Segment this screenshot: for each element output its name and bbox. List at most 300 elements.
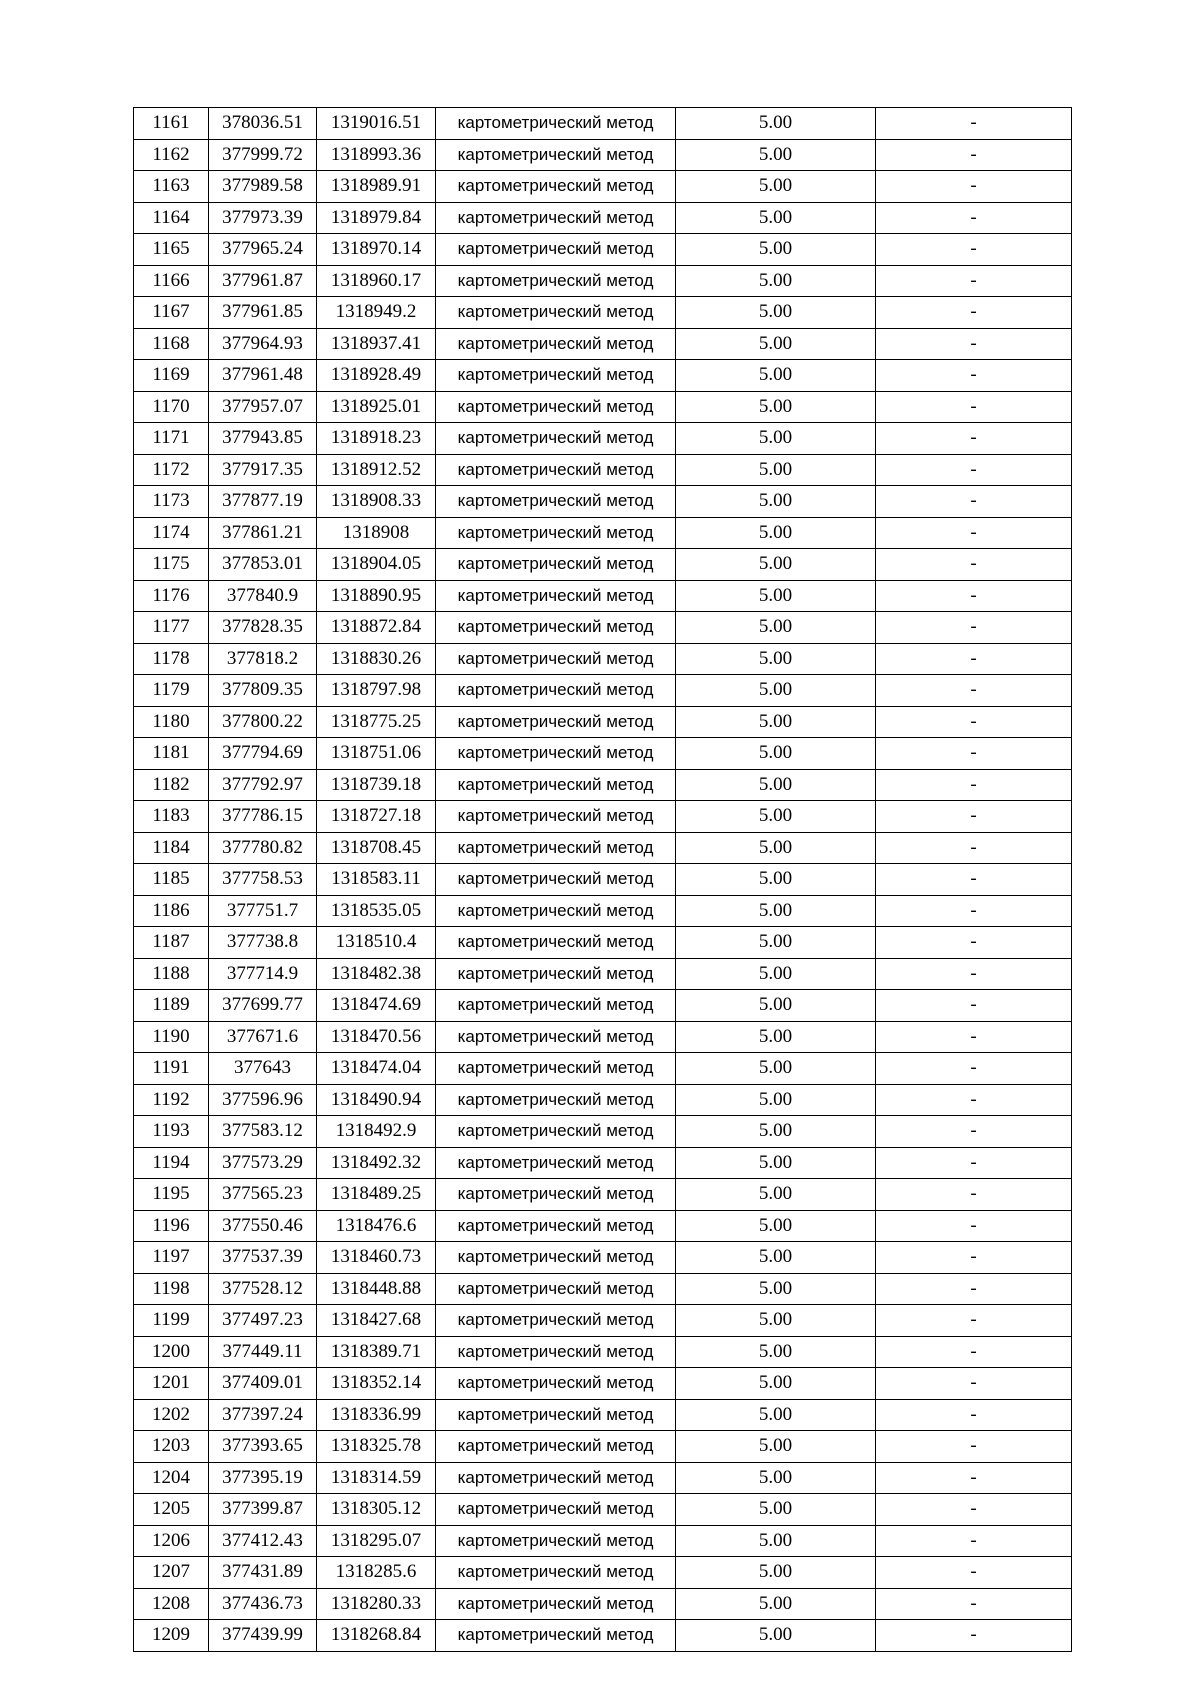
accuracy-cell: 5.00 — [676, 1399, 876, 1431]
accuracy-cell: 5.00 — [676, 1494, 876, 1526]
note-cell: - — [876, 643, 1072, 675]
note-cell: - — [876, 139, 1072, 171]
accuracy-cell: 5.00 — [676, 265, 876, 297]
y-coordinate-cell: 1318492.9 — [317, 1116, 436, 1148]
table-row — [134, 1147, 1072, 1179]
table-row — [134, 108, 1072, 140]
point-number-cell: 1165 — [134, 234, 209, 266]
y-coordinate-cell: 1318908 — [317, 517, 436, 549]
y-coordinate-cell: 1318285.6 — [317, 1557, 436, 1589]
note-cell: - — [876, 171, 1072, 203]
method-cell: картометрический метод — [436, 139, 676, 171]
method-cell: картометрический метод — [436, 612, 676, 644]
table-row — [134, 927, 1072, 959]
point-number-cell: 1187 — [134, 927, 209, 959]
accuracy-cell: 5.00 — [676, 643, 876, 675]
y-coordinate-cell: 1318739.18 — [317, 769, 436, 801]
note-cell: - — [876, 1305, 1072, 1337]
y-coordinate-cell: 1318775.25 — [317, 706, 436, 738]
table-row — [134, 612, 1072, 644]
accuracy-cell: 5.00 — [676, 1431, 876, 1463]
note-cell: - — [876, 202, 1072, 234]
table-row — [134, 171, 1072, 203]
x-coordinate-cell: 377780.82 — [209, 832, 317, 864]
accuracy-cell: 5.00 — [676, 1525, 876, 1557]
table-row — [134, 549, 1072, 581]
table-row — [134, 297, 1072, 329]
table-row — [134, 1399, 1072, 1431]
point-number-cell: 1189 — [134, 990, 209, 1022]
note-cell: - — [876, 265, 1072, 297]
point-number-cell: 1208 — [134, 1588, 209, 1620]
note-cell: - — [876, 895, 1072, 927]
x-coordinate-cell: 377964.93 — [209, 328, 317, 360]
x-coordinate-cell: 377818.2 — [209, 643, 317, 675]
method-cell: картометрический метод — [436, 1368, 676, 1400]
accuracy-cell: 5.00 — [676, 1557, 876, 1589]
y-coordinate-cell: 1318830.26 — [317, 643, 436, 675]
y-coordinate-cell: 1318949.2 — [317, 297, 436, 329]
point-number-cell: 1206 — [134, 1525, 209, 1557]
method-cell: картометрический метод — [436, 1242, 676, 1274]
y-coordinate-cell: 1318492.32 — [317, 1147, 436, 1179]
table-row — [134, 1021, 1072, 1053]
x-coordinate-cell: 377751.7 — [209, 895, 317, 927]
method-cell: картометрический метод — [436, 1305, 676, 1337]
method-cell: картометрический метод — [436, 423, 676, 455]
point-number-cell: 1192 — [134, 1084, 209, 1116]
table-row — [134, 1431, 1072, 1463]
note-cell: - — [876, 486, 1072, 518]
y-coordinate-cell: 1318305.12 — [317, 1494, 436, 1526]
accuracy-cell: 5.00 — [676, 990, 876, 1022]
x-coordinate-cell: 377840.9 — [209, 580, 317, 612]
table-row — [134, 265, 1072, 297]
x-coordinate-cell: 377786.15 — [209, 801, 317, 833]
y-coordinate-cell: 1318912.52 — [317, 454, 436, 486]
point-number-cell: 1163 — [134, 171, 209, 203]
table-row — [134, 454, 1072, 486]
note-cell: - — [876, 1462, 1072, 1494]
table-row — [134, 517, 1072, 549]
accuracy-cell: 5.00 — [676, 1179, 876, 1211]
accuracy-cell: 5.00 — [676, 1242, 876, 1274]
point-number-cell: 1175 — [134, 549, 209, 581]
note-cell: - — [876, 990, 1072, 1022]
accuracy-cell: 5.00 — [676, 895, 876, 927]
method-cell: картометрический метод — [436, 1525, 676, 1557]
method-cell: картометрический метод — [436, 927, 676, 959]
y-coordinate-cell: 1318325.78 — [317, 1431, 436, 1463]
x-coordinate-cell: 377395.19 — [209, 1462, 317, 1494]
y-coordinate-cell: 1318474.69 — [317, 990, 436, 1022]
table-row — [134, 1588, 1072, 1620]
y-coordinate-cell: 1318295.07 — [317, 1525, 436, 1557]
method-cell: картометрический метод — [436, 801, 676, 833]
method-cell: картометрический метод — [436, 549, 676, 581]
accuracy-cell: 5.00 — [676, 297, 876, 329]
note-cell: - — [876, 1021, 1072, 1053]
method-cell: картометрический метод — [436, 1494, 676, 1526]
accuracy-cell: 5.00 — [676, 360, 876, 392]
x-coordinate-cell: 377965.24 — [209, 234, 317, 266]
accuracy-cell: 5.00 — [676, 1273, 876, 1305]
point-number-cell: 1169 — [134, 360, 209, 392]
point-number-cell: 1164 — [134, 202, 209, 234]
note-cell: - — [876, 1242, 1072, 1274]
note-cell: - — [876, 958, 1072, 990]
point-number-cell: 1186 — [134, 895, 209, 927]
accuracy-cell: 5.00 — [676, 675, 876, 707]
table-row — [134, 423, 1072, 455]
accuracy-cell: 5.00 — [676, 1147, 876, 1179]
accuracy-cell: 5.00 — [676, 328, 876, 360]
accuracy-cell: 5.00 — [676, 1368, 876, 1400]
point-number-cell: 1178 — [134, 643, 209, 675]
point-number-cell: 1166 — [134, 265, 209, 297]
point-number-cell: 1182 — [134, 769, 209, 801]
point-number-cell: 1202 — [134, 1399, 209, 1431]
accuracy-cell: 5.00 — [676, 706, 876, 738]
table-row — [134, 360, 1072, 392]
x-coordinate-cell: 377877.19 — [209, 486, 317, 518]
y-coordinate-cell: 1318928.49 — [317, 360, 436, 392]
note-cell: - — [876, 1116, 1072, 1148]
point-number-cell: 1198 — [134, 1273, 209, 1305]
note-cell: - — [876, 1179, 1072, 1211]
point-number-cell: 1199 — [134, 1305, 209, 1337]
x-coordinate-cell: 377961.48 — [209, 360, 317, 392]
table-row — [134, 738, 1072, 770]
point-number-cell: 1200 — [134, 1336, 209, 1368]
y-coordinate-cell: 1318989.91 — [317, 171, 436, 203]
coordinates-table-body — [134, 108, 1072, 1652]
x-coordinate-cell: 377449.11 — [209, 1336, 317, 1368]
table-row — [134, 1525, 1072, 1557]
table-row — [134, 139, 1072, 171]
y-coordinate-cell: 1318797.98 — [317, 675, 436, 707]
x-coordinate-cell: 377800.22 — [209, 706, 317, 738]
method-cell: картометрический метод — [436, 360, 676, 392]
method-cell: картометрический метод — [436, 580, 676, 612]
x-coordinate-cell: 377528.12 — [209, 1273, 317, 1305]
point-number-cell: 1177 — [134, 612, 209, 644]
x-coordinate-cell: 377596.96 — [209, 1084, 317, 1116]
coordinates-table — [133, 107, 1072, 1652]
accuracy-cell: 5.00 — [676, 1462, 876, 1494]
x-coordinate-cell: 377671.6 — [209, 1021, 317, 1053]
note-cell: - — [876, 706, 1072, 738]
method-cell: картометрический метод — [436, 1399, 676, 1431]
table-row — [134, 1242, 1072, 1274]
method-cell: картометрический метод — [436, 990, 676, 1022]
method-cell: картометрический метод — [436, 895, 676, 927]
y-coordinate-cell: 1318872.84 — [317, 612, 436, 644]
x-coordinate-cell: 377714.9 — [209, 958, 317, 990]
y-coordinate-cell: 1318490.94 — [317, 1084, 436, 1116]
note-cell: - — [876, 1588, 1072, 1620]
accuracy-cell: 5.00 — [676, 1210, 876, 1242]
accuracy-cell: 5.00 — [676, 171, 876, 203]
x-coordinate-cell: 377973.39 — [209, 202, 317, 234]
x-coordinate-cell: 377409.01 — [209, 1368, 317, 1400]
method-cell: картометрический метод — [436, 1273, 676, 1305]
x-coordinate-cell: 377961.87 — [209, 265, 317, 297]
note-cell: - — [876, 1084, 1072, 1116]
table-row — [134, 234, 1072, 266]
x-coordinate-cell: 377583.12 — [209, 1116, 317, 1148]
x-coordinate-cell: 377397.24 — [209, 1399, 317, 1431]
note-cell: - — [876, 1525, 1072, 1557]
accuracy-cell: 5.00 — [676, 769, 876, 801]
accuracy-cell: 5.00 — [676, 1084, 876, 1116]
x-coordinate-cell: 377809.35 — [209, 675, 317, 707]
method-cell: картометрический метод — [436, 328, 676, 360]
x-coordinate-cell: 377794.69 — [209, 738, 317, 770]
method-cell: картометрический метод — [436, 1179, 676, 1211]
x-coordinate-cell: 377412.43 — [209, 1525, 317, 1557]
y-coordinate-cell: 1318937.41 — [317, 328, 436, 360]
y-coordinate-cell: 1318960.17 — [317, 265, 436, 297]
method-cell: картометрический метод — [436, 391, 676, 423]
method-cell: картометрический метод — [436, 1620, 676, 1652]
method-cell: картометрический метод — [436, 643, 676, 675]
point-number-cell: 1196 — [134, 1210, 209, 1242]
table-row — [134, 801, 1072, 833]
y-coordinate-cell: 1318908.33 — [317, 486, 436, 518]
note-cell: - — [876, 864, 1072, 896]
y-coordinate-cell: 1318448.88 — [317, 1273, 436, 1305]
point-number-cell: 1209 — [134, 1620, 209, 1652]
note-cell: - — [876, 297, 1072, 329]
table-row — [134, 675, 1072, 707]
y-coordinate-cell: 1318427.68 — [317, 1305, 436, 1337]
y-coordinate-cell: 1318336.99 — [317, 1399, 436, 1431]
accuracy-cell: 5.00 — [676, 549, 876, 581]
accuracy-cell: 5.00 — [676, 423, 876, 455]
method-cell: картометрический метод — [436, 1021, 676, 1053]
x-coordinate-cell: 377393.65 — [209, 1431, 317, 1463]
y-coordinate-cell: 1318482.38 — [317, 958, 436, 990]
point-number-cell: 1191 — [134, 1053, 209, 1085]
method-cell: картометрический метод — [436, 864, 676, 896]
table-row — [134, 1273, 1072, 1305]
method-cell: картометрический метод — [436, 108, 676, 140]
x-coordinate-cell: 378036.51 — [209, 108, 317, 140]
note-cell: - — [876, 1620, 1072, 1652]
x-coordinate-cell: 377917.35 — [209, 454, 317, 486]
accuracy-cell: 5.00 — [676, 958, 876, 990]
method-cell: картометрический метод — [436, 1557, 676, 1589]
y-coordinate-cell: 1318280.33 — [317, 1588, 436, 1620]
method-cell: картометрический метод — [436, 832, 676, 864]
y-coordinate-cell: 1318925.01 — [317, 391, 436, 423]
method-cell: картометрический метод — [436, 1431, 676, 1463]
y-coordinate-cell: 1318535.05 — [317, 895, 436, 927]
accuracy-cell: 5.00 — [676, 1053, 876, 1085]
note-cell: - — [876, 580, 1072, 612]
accuracy-cell: 5.00 — [676, 1116, 876, 1148]
accuracy-cell: 5.00 — [676, 580, 876, 612]
x-coordinate-cell: 377550.46 — [209, 1210, 317, 1242]
note-cell: - — [876, 328, 1072, 360]
point-number-cell: 1201 — [134, 1368, 209, 1400]
method-cell: картометрический метод — [436, 675, 676, 707]
point-number-cell: 1168 — [134, 328, 209, 360]
point-number-cell: 1193 — [134, 1116, 209, 1148]
table-row — [134, 864, 1072, 896]
accuracy-cell: 5.00 — [676, 234, 876, 266]
y-coordinate-cell: 1318890.95 — [317, 580, 436, 612]
note-cell: - — [876, 517, 1072, 549]
x-coordinate-cell: 377957.07 — [209, 391, 317, 423]
y-coordinate-cell: 1318352.14 — [317, 1368, 436, 1400]
y-coordinate-cell: 1318470.56 — [317, 1021, 436, 1053]
accuracy-cell: 5.00 — [676, 612, 876, 644]
note-cell: - — [876, 612, 1072, 644]
note-cell: - — [876, 549, 1072, 581]
x-coordinate-cell: 377399.87 — [209, 1494, 317, 1526]
note-cell: - — [876, 1147, 1072, 1179]
y-coordinate-cell: 1318389.71 — [317, 1336, 436, 1368]
y-coordinate-cell: 1318314.59 — [317, 1462, 436, 1494]
x-coordinate-cell: 377989.58 — [209, 171, 317, 203]
x-coordinate-cell: 377643 — [209, 1053, 317, 1085]
note-cell: - — [876, 832, 1072, 864]
method-cell: картометрический метод — [436, 234, 676, 266]
note-cell: - — [876, 423, 1072, 455]
accuracy-cell: 5.00 — [676, 517, 876, 549]
table-row — [134, 1053, 1072, 1085]
method-cell: картометрический метод — [436, 454, 676, 486]
accuracy-cell: 5.00 — [676, 454, 876, 486]
accuracy-cell: 5.00 — [676, 486, 876, 518]
method-cell: картометрический метод — [436, 265, 676, 297]
x-coordinate-cell: 377436.73 — [209, 1588, 317, 1620]
point-number-cell: 1203 — [134, 1431, 209, 1463]
table-row — [134, 832, 1072, 864]
note-cell: - — [876, 360, 1072, 392]
y-coordinate-cell: 1318268.84 — [317, 1620, 436, 1652]
accuracy-cell: 5.00 — [676, 139, 876, 171]
table-row — [134, 328, 1072, 360]
note-cell: - — [876, 738, 1072, 770]
point-number-cell: 1161 — [134, 108, 209, 140]
note-cell: - — [876, 1273, 1072, 1305]
point-number-cell: 1204 — [134, 1462, 209, 1494]
table-row — [134, 1210, 1072, 1242]
point-number-cell: 1188 — [134, 958, 209, 990]
method-cell: картометрический метод — [436, 738, 676, 770]
x-coordinate-cell: 377828.35 — [209, 612, 317, 644]
table-row — [134, 643, 1072, 675]
y-coordinate-cell: 1318904.05 — [317, 549, 436, 581]
y-coordinate-cell: 1319016.51 — [317, 108, 436, 140]
point-number-cell: 1207 — [134, 1557, 209, 1589]
x-coordinate-cell: 377738.8 — [209, 927, 317, 959]
method-cell: картометрический метод — [436, 1210, 676, 1242]
table-row — [134, 990, 1072, 1022]
accuracy-cell: 5.00 — [676, 864, 876, 896]
note-cell: - — [876, 1053, 1072, 1085]
note-cell: - — [876, 801, 1072, 833]
accuracy-cell: 5.00 — [676, 927, 876, 959]
y-coordinate-cell: 1318460.73 — [317, 1242, 436, 1274]
y-coordinate-cell: 1318489.25 — [317, 1179, 436, 1211]
point-number-cell: 1180 — [134, 706, 209, 738]
table-row — [134, 202, 1072, 234]
accuracy-cell: 5.00 — [676, 108, 876, 140]
point-number-cell: 1195 — [134, 1179, 209, 1211]
x-coordinate-cell: 377537.39 — [209, 1242, 317, 1274]
point-number-cell: 1194 — [134, 1147, 209, 1179]
accuracy-cell: 5.00 — [676, 832, 876, 864]
table-row — [134, 706, 1072, 738]
table-row — [134, 895, 1072, 927]
x-coordinate-cell: 377853.01 — [209, 549, 317, 581]
x-coordinate-cell: 377792.97 — [209, 769, 317, 801]
method-cell: картометрический метод — [436, 1588, 676, 1620]
x-coordinate-cell: 377861.21 — [209, 517, 317, 549]
point-number-cell: 1171 — [134, 423, 209, 455]
table-row — [134, 1336, 1072, 1368]
x-coordinate-cell: 377699.77 — [209, 990, 317, 1022]
note-cell: - — [876, 1336, 1072, 1368]
table-row — [134, 1116, 1072, 1148]
table-row — [134, 1368, 1072, 1400]
table-row — [134, 580, 1072, 612]
table-row — [134, 1557, 1072, 1589]
method-cell: картометрический метод — [436, 958, 676, 990]
x-coordinate-cell: 377573.29 — [209, 1147, 317, 1179]
accuracy-cell: 5.00 — [676, 202, 876, 234]
y-coordinate-cell: 1318474.04 — [317, 1053, 436, 1085]
y-coordinate-cell: 1318476.6 — [317, 1210, 436, 1242]
method-cell: картометрический метод — [436, 1336, 676, 1368]
table-row — [134, 391, 1072, 423]
method-cell: картометрический метод — [436, 1084, 676, 1116]
accuracy-cell: 5.00 — [676, 1336, 876, 1368]
accuracy-cell: 5.00 — [676, 1021, 876, 1053]
table-row — [134, 1179, 1072, 1211]
accuracy-cell: 5.00 — [676, 1620, 876, 1652]
point-number-cell: 1183 — [134, 801, 209, 833]
point-number-cell: 1197 — [134, 1242, 209, 1274]
note-cell: - — [876, 675, 1072, 707]
note-cell: - — [876, 1494, 1072, 1526]
table-row — [134, 1494, 1072, 1526]
note-cell: - — [876, 108, 1072, 140]
point-number-cell: 1185 — [134, 864, 209, 896]
y-coordinate-cell: 1318510.4 — [317, 927, 436, 959]
note-cell: - — [876, 234, 1072, 266]
accuracy-cell: 5.00 — [676, 391, 876, 423]
point-number-cell: 1172 — [134, 454, 209, 486]
method-cell: картометрический метод — [436, 202, 676, 234]
point-number-cell: 1184 — [134, 832, 209, 864]
method-cell: картометрический метод — [436, 171, 676, 203]
method-cell: картометрический метод — [436, 1116, 676, 1148]
point-number-cell: 1162 — [134, 139, 209, 171]
x-coordinate-cell: 377497.23 — [209, 1305, 317, 1337]
x-coordinate-cell: 377961.85 — [209, 297, 317, 329]
y-coordinate-cell: 1318727.18 — [317, 801, 436, 833]
method-cell: картометрический метод — [436, 486, 676, 518]
point-number-cell: 1173 — [134, 486, 209, 518]
x-coordinate-cell: 377439.99 — [209, 1620, 317, 1652]
x-coordinate-cell: 377943.85 — [209, 423, 317, 455]
y-coordinate-cell: 1318583.11 — [317, 864, 436, 896]
